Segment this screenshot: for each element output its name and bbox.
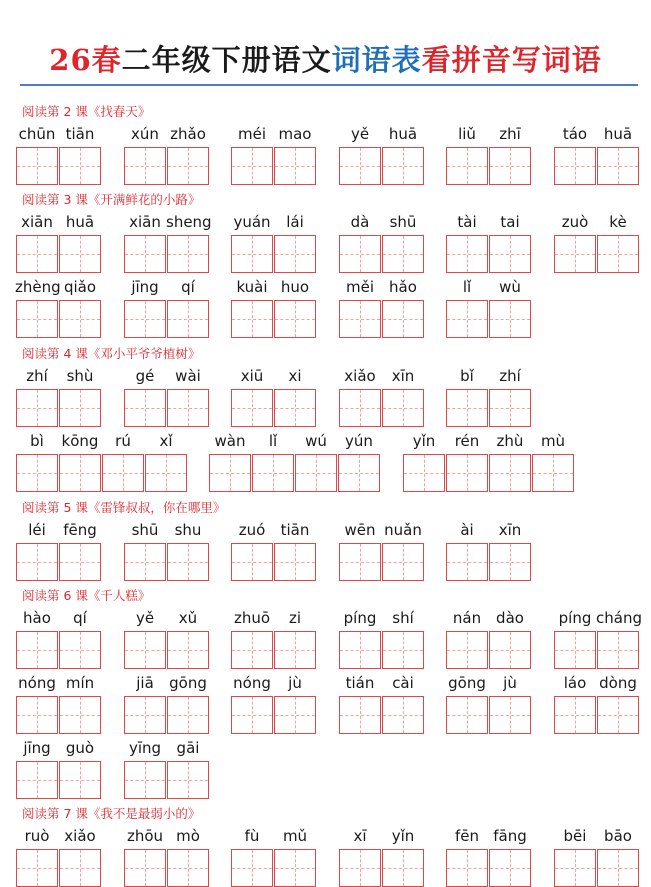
pinyin-syllable: rú <box>115 432 131 450</box>
pinyin-syllable: zhōu <box>126 827 164 845</box>
pinyin-syllable: wài <box>175 367 201 385</box>
writing-cell[interactable] <box>167 849 209 887</box>
writing-cell[interactable] <box>252 454 294 492</box>
writing-cell[interactable] <box>382 543 424 581</box>
writing-cell[interactable] <box>231 631 273 669</box>
pinyin-syllable: nán <box>452 609 482 627</box>
pinyin-syllable: cài <box>392 674 414 692</box>
writing-cell[interactable] <box>16 543 58 581</box>
pinyin-syllable: xīn <box>391 367 415 385</box>
pinyin-syllable: yě <box>135 609 155 627</box>
writing-cell[interactable] <box>274 849 316 887</box>
writing-cell[interactable] <box>446 235 488 273</box>
pinyin-syllable: xi <box>288 367 302 385</box>
writing-cell[interactable] <box>231 147 273 185</box>
writing-cell[interactable] <box>16 300 58 338</box>
pinyin-syllable: zhèng <box>15 278 61 296</box>
writing-cell[interactable] <box>489 849 531 887</box>
writing-cell[interactable] <box>59 147 101 185</box>
writing-cell[interactable] <box>446 631 488 669</box>
pinyin-syllable: sheng <box>166 213 212 231</box>
pinyin-syllable: yě <box>350 125 370 143</box>
writing-cell[interactable] <box>231 235 273 273</box>
pinyin-syllable: tiān <box>280 521 310 539</box>
writing-cell[interactable] <box>382 300 424 338</box>
writing-cell[interactable] <box>231 543 273 581</box>
writing-cell[interactable] <box>382 631 424 669</box>
writing-cell[interactable] <box>167 761 209 799</box>
pinyin-syllable: zhí <box>26 367 48 385</box>
writing-cell[interactable] <box>145 454 187 492</box>
writing-cell[interactable] <box>339 543 381 581</box>
writing-cell[interactable] <box>489 543 531 581</box>
writing-cell[interactable] <box>597 147 639 185</box>
pinyin-syllable: zhī <box>499 125 521 143</box>
writing-cell[interactable] <box>274 543 316 581</box>
writing-cell[interactable] <box>167 147 209 185</box>
pinyin-syllable: cháng <box>596 609 642 627</box>
writing-cell[interactable] <box>209 454 251 492</box>
writing-cell[interactable] <box>382 147 424 185</box>
writing-cell[interactable] <box>167 235 209 273</box>
pinyin-syllable: shù <box>66 367 94 385</box>
pinyin-syllable: bǐ <box>460 367 474 385</box>
pinyin-syllable: zhǎo <box>170 125 206 143</box>
writing-cell[interactable] <box>274 389 316 427</box>
writing-cell[interactable] <box>59 761 101 799</box>
pinyin-syllable: fāng <box>493 827 527 845</box>
pinyin-syllable: shū <box>131 521 159 539</box>
writing-cell[interactable] <box>295 454 337 492</box>
writing-cell[interactable] <box>489 300 531 338</box>
pinyin-syllable: xún <box>131 125 159 143</box>
writing-cell[interactable] <box>339 147 381 185</box>
pinyin-syllable: zhù <box>496 432 524 450</box>
pinyin-syllable: jīng <box>131 278 159 296</box>
pinyin-syllable: xiān <box>129 213 161 231</box>
writing-cell[interactable] <box>446 696 488 734</box>
writing-cell[interactable] <box>597 235 639 273</box>
writing-cell[interactable] <box>16 696 58 734</box>
pinyin-syllable: xiǎo <box>344 367 376 385</box>
lesson-heading: 阅读第 5 课《雷锋叔叔，你在哪里》 <box>22 500 226 515</box>
pinyin-syllable: xǔ <box>178 609 198 627</box>
pinyin-syllable: zuó <box>238 521 266 539</box>
writing-cell[interactable] <box>16 631 58 669</box>
writing-cell[interactable] <box>339 389 381 427</box>
writing-cell[interactable] <box>597 849 639 887</box>
pinyin-syllable: jīng <box>23 739 51 757</box>
pinyin-syllable: huā <box>603 125 633 143</box>
pinyin-syllable: gōng <box>448 674 486 692</box>
writing-cell[interactable] <box>231 696 273 734</box>
pinyin-syllable: qiǎo <box>63 278 97 296</box>
pinyin-syllable: gé <box>135 367 155 385</box>
pinyin-syllable: lái <box>286 213 304 231</box>
writing-cell[interactable] <box>554 235 596 273</box>
pinyin-syllable: mò <box>176 827 200 845</box>
pinyin-syllable: gāi <box>176 739 200 757</box>
pinyin-syllable: bāo <box>604 827 632 845</box>
pinyin-syllable: ài <box>460 521 474 539</box>
writing-cell[interactable] <box>382 235 424 273</box>
pinyin-syllable: zuò <box>561 213 589 231</box>
pinyin-syllable: kōng <box>61 432 99 450</box>
writing-cell[interactable] <box>59 696 101 734</box>
page-title <box>0 38 651 79</box>
writing-cell[interactable] <box>16 454 58 492</box>
pinyin-syllable: táo <box>562 125 588 143</box>
pinyin-syllable: lǐ <box>462 278 472 296</box>
writing-cell[interactable] <box>382 696 424 734</box>
writing-cell[interactable] <box>446 389 488 427</box>
writing-cell[interactable] <box>167 389 209 427</box>
pinyin-syllable: tiān <box>65 125 95 143</box>
title-part-blue: 词语表 <box>331 43 422 77</box>
writing-cell[interactable] <box>124 300 166 338</box>
pinyin-syllable: xǐ <box>159 432 173 450</box>
pinyin-syllable: tai <box>500 213 520 231</box>
writing-cell[interactable] <box>489 389 531 427</box>
lesson-heading: 阅读第 4 课《邓小平爷爷植树》 <box>22 346 201 361</box>
pinyin-syllable: jiā <box>136 674 154 692</box>
writing-cell[interactable] <box>489 147 531 185</box>
title-part-red: 26春 <box>49 43 122 77</box>
pinyin-syllable: guò <box>65 739 95 757</box>
pinyin-syllable: měi <box>345 278 374 296</box>
writing-cell[interactable] <box>338 454 380 492</box>
writing-cell[interactable] <box>382 389 424 427</box>
writing-cell[interactable] <box>59 543 101 581</box>
pinyin-syllable: yīng <box>128 739 162 757</box>
writing-cell[interactable] <box>124 696 166 734</box>
pinyin-syllable: xī <box>353 827 367 845</box>
lesson-heading: 阅读第 3 课《开满鲜花的小路》 <box>22 192 201 207</box>
pinyin-syllable: zhí <box>499 367 521 385</box>
pinyin-syllable: xiū <box>240 367 264 385</box>
pinyin-syllable: jù <box>288 674 302 692</box>
writing-cell[interactable] <box>274 696 316 734</box>
pinyin-syllable: qí <box>73 609 87 627</box>
pinyin-syllable: zhuō <box>233 609 271 627</box>
pinyin-syllable: xiǎo <box>64 827 96 845</box>
pinyin-syllable: dào <box>496 609 524 627</box>
pinyin-syllable: fù <box>244 827 260 845</box>
pinyin-syllable: qí <box>181 278 195 296</box>
writing-cell[interactable] <box>489 631 531 669</box>
pinyin-syllable: gōng <box>169 674 207 692</box>
pinyin-syllable: wēn <box>344 521 376 539</box>
writing-cell[interactable] <box>446 849 488 887</box>
writing-cell[interactable] <box>102 454 144 492</box>
writing-cell[interactable] <box>446 543 488 581</box>
pinyin-syllable: nóng <box>18 674 56 692</box>
writing-cell[interactable] <box>554 696 596 734</box>
writing-cell[interactable] <box>16 761 58 799</box>
pinyin-syllable: jù <box>503 674 517 692</box>
writing-cell[interactable] <box>124 235 166 273</box>
title-part-red-2: 看拼音写词语 <box>421 43 602 77</box>
pinyin-syllable: píng <box>558 609 592 627</box>
writing-cell[interactable] <box>339 696 381 734</box>
writing-cell[interactable] <box>16 235 58 273</box>
writing-cell[interactable] <box>231 300 273 338</box>
writing-cell[interactable] <box>274 235 316 273</box>
pinyin-syllable: dà <box>350 213 370 231</box>
writing-cell[interactable] <box>124 761 166 799</box>
pinyin-syllable: huā <box>388 125 418 143</box>
pinyin-syllable: kè <box>609 213 627 231</box>
writing-cell[interactable] <box>403 454 445 492</box>
pinyin-syllable: shu <box>174 521 202 539</box>
writing-cell[interactable] <box>167 543 209 581</box>
pinyin-syllable: huo <box>280 278 310 296</box>
pinyin-syllable: liǔ <box>458 125 476 143</box>
writing-cell[interactable] <box>489 454 531 492</box>
writing-cell[interactable] <box>16 849 58 887</box>
writing-cell[interactable] <box>554 147 596 185</box>
pinyin-syllable: xīn <box>498 521 522 539</box>
pinyin-syllable: lǐ <box>268 432 278 450</box>
pinyin-syllable: yuán <box>233 213 271 231</box>
writing-cell[interactable] <box>59 849 101 887</box>
pinyin-syllable: shū <box>389 213 417 231</box>
writing-cell[interactable] <box>167 696 209 734</box>
writing-cell[interactable] <box>532 454 574 492</box>
writing-cell[interactable] <box>124 631 166 669</box>
pinyin-syllable: kuài <box>236 278 268 296</box>
pinyin-syllable: mù <box>540 432 566 450</box>
writing-cell[interactable] <box>231 849 273 887</box>
pinyin-syllable: xiān <box>21 213 53 231</box>
writing-cell[interactable] <box>339 235 381 273</box>
pinyin-syllable: chūn <box>18 125 56 143</box>
pinyin-syllable: zi <box>288 609 302 627</box>
pinyin-syllable: léi <box>28 521 46 539</box>
writing-cell[interactable] <box>16 389 58 427</box>
pinyin-syllable: yǐn <box>391 827 415 845</box>
writing-cell[interactable] <box>382 849 424 887</box>
pinyin-syllable: tài <box>457 213 477 231</box>
writing-cell[interactable] <box>124 147 166 185</box>
pinyin-syllable: hǎo <box>389 278 417 296</box>
title-part-black: 二年级下册语文 <box>121 43 332 77</box>
pinyin-syllable: shí <box>392 609 414 627</box>
writing-cell[interactable] <box>489 235 531 273</box>
pinyin-syllable: yǐn <box>412 432 436 450</box>
writing-cell[interactable] <box>597 631 639 669</box>
writing-cell[interactable] <box>274 631 316 669</box>
writing-cell[interactable] <box>16 147 58 185</box>
writing-cell[interactable] <box>339 849 381 887</box>
writing-cell[interactable] <box>446 147 488 185</box>
writing-cell[interactable] <box>339 631 381 669</box>
pinyin-syllable: dòng <box>599 674 637 692</box>
writing-cell[interactable] <box>124 389 166 427</box>
writing-cell[interactable] <box>554 631 596 669</box>
writing-cell[interactable] <box>339 300 381 338</box>
writing-cell[interactable] <box>597 696 639 734</box>
writing-cell[interactable] <box>59 454 101 492</box>
pinyin-syllable: huā <box>65 213 95 231</box>
writing-cell[interactable] <box>167 631 209 669</box>
pinyin-syllable: fēng <box>63 521 97 539</box>
writing-cell[interactable] <box>59 300 101 338</box>
pinyin-syllable: méi <box>237 125 266 143</box>
writing-cell[interactable] <box>59 631 101 669</box>
writing-cell[interactable] <box>554 849 596 887</box>
writing-cell[interactable] <box>231 389 273 427</box>
pinyin-syllable: hào <box>23 609 51 627</box>
pinyin-syllable: píng <box>343 609 377 627</box>
pinyin-syllable: mǔ <box>282 827 308 845</box>
pinyin-syllable: mao <box>278 125 312 143</box>
writing-cell[interactable] <box>124 849 166 887</box>
writing-cell[interactable] <box>59 235 101 273</box>
pinyin-syllable: yún <box>345 432 373 450</box>
writing-cell[interactable] <box>124 543 166 581</box>
pinyin-syllable: wù <box>499 278 521 296</box>
pinyin-syllable: mín <box>65 674 95 692</box>
writing-cell[interactable] <box>59 389 101 427</box>
pinyin-syllable: wú <box>305 432 327 450</box>
pinyin-syllable: nóng <box>233 674 271 692</box>
lesson-heading: 阅读第 6 课《千人糕》 <box>22 588 151 603</box>
pinyin-syllable: nuǎn <box>384 521 422 539</box>
lesson-heading: 阅读第 2 课《找春天》 <box>22 104 151 119</box>
title-underline <box>20 84 638 86</box>
pinyin-syllable: tián <box>345 674 375 692</box>
writing-cell[interactable] <box>274 147 316 185</box>
pinyin-syllable: bì <box>30 432 44 450</box>
pinyin-syllable: wàn <box>214 432 246 450</box>
writing-cell[interactable] <box>274 300 316 338</box>
writing-cell[interactable] <box>446 300 488 338</box>
pinyin-syllable: fēn <box>454 827 480 845</box>
writing-cell[interactable] <box>489 696 531 734</box>
pinyin-syllable: ruò <box>24 827 50 845</box>
writing-cell[interactable] <box>446 454 488 492</box>
pinyin-syllable: láo <box>563 674 587 692</box>
pinyin-syllable: bēi <box>563 827 587 845</box>
pinyin-syllable: rén <box>454 432 480 450</box>
lesson-heading: 阅读第 7 课《我不是最弱小的》 <box>22 806 201 821</box>
writing-cell[interactable] <box>167 300 209 338</box>
